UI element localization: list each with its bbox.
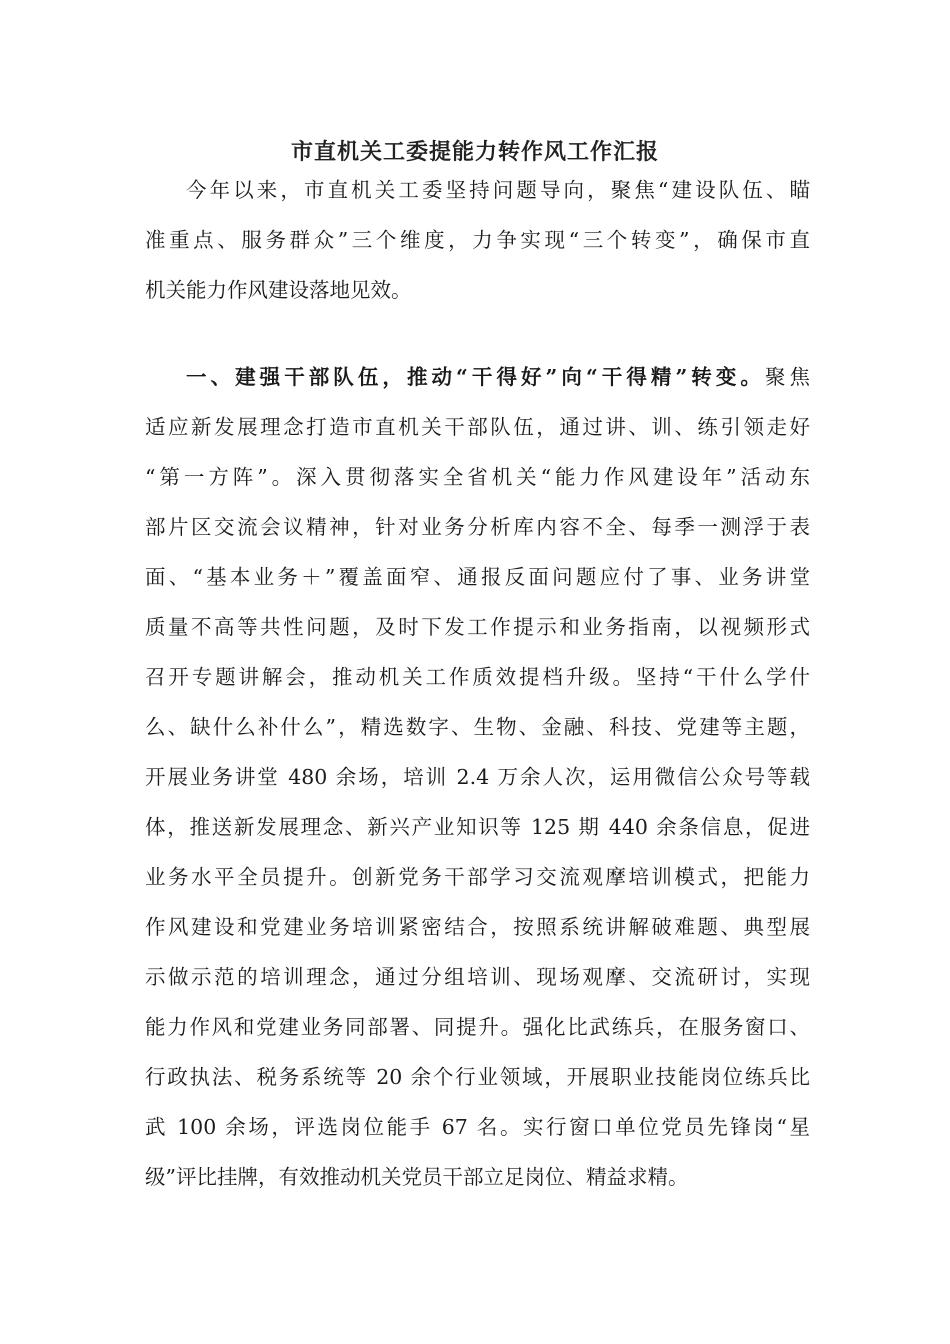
- section-one-paragraph: [145, 352, 810, 1202]
- section-heading: 一、建强干部队伍，推动“干得好”向“干得精”转变。: [186, 365, 765, 389]
- paragraph-line: 机关能力作风建设落地见效。: [145, 278, 412, 302]
- paragraph-line: 质量不高等共性问题，及时下发工作提示和业务指南，以视频形式: [145, 615, 810, 639]
- paragraph-line: 行政执法、税务系统等 20 余个行业领域，开展职业技能岗位练兵比: [145, 1065, 810, 1089]
- paragraph-line: 能力作风和党建业务同部署、同提升。强化比武练兵，在服务窗口、: [145, 1015, 810, 1039]
- paragraph-line: 武 100 余场，评选岗位能手 67 名。实行窗口单位党员先锋岗“星: [145, 1115, 810, 1139]
- paragraph-line: 体，推送新发展理念、新兴产业知识等 125 期 440 余条信息，促进: [145, 815, 810, 839]
- paragraph-line: 部片区交流会议精神，针对业务分析库内容不全、每季一测浮于表: [145, 515, 810, 539]
- paragraph-line: 示做示范的培训理念，通过分组培训、现场观摩、交流研讨，实现: [145, 965, 810, 989]
- section-heading-line: [145, 352, 810, 402]
- paragraph-line: “第一方阵”。深入贯彻落实全省机关“能力作风建设年”活动东: [145, 465, 810, 489]
- paragraph-line: 准重点、服务群众”三个维度，力争实现“三个转变”，确保市直: [145, 228, 810, 252]
- paragraph-line: 今年以来，市直机关工委坚持问题导向，聚焦“建设队伍、瞄: [186, 178, 810, 202]
- paragraph-line: 作风建设和党建业务培训紧密结合，按照系统讲解破难题、典型展: [145, 915, 810, 939]
- paragraph-line: 召开专题讲解会，推动机关工作质效提档升级。坚持“干什么学什: [145, 665, 810, 689]
- paragraph-line: 业务水平全员提升。创新党务干部学习交流观摩培训模式，把能力: [145, 865, 810, 889]
- document-title: 市直机关工委提能力转作风工作汇报: [290, 139, 659, 165]
- paragraph-line: 面、“基本业务＋”覆盖面窄、通报反面问题应付了事、业务讲堂: [145, 565, 810, 589]
- paragraph-line: 适应新发展理念打造市直机关干部队伍，通过讲、训、练引领走好: [145, 415, 810, 439]
- intro-paragraph: [145, 165, 810, 315]
- section-heading-continuation: 聚焦: [764, 365, 811, 389]
- paragraph-line: 么、缺什么补什么”，精选数字、生物、金融、科技、党建等主题，: [145, 715, 810, 739]
- paragraph-line: 开展业务讲堂 480 余场，培训 2.4 万余人次，运用微信公众号等载: [145, 765, 810, 789]
- paragraph-line: 级”评比挂牌，有效推动机关党员干部立足岗位、精益求精。: [145, 1165, 689, 1189]
